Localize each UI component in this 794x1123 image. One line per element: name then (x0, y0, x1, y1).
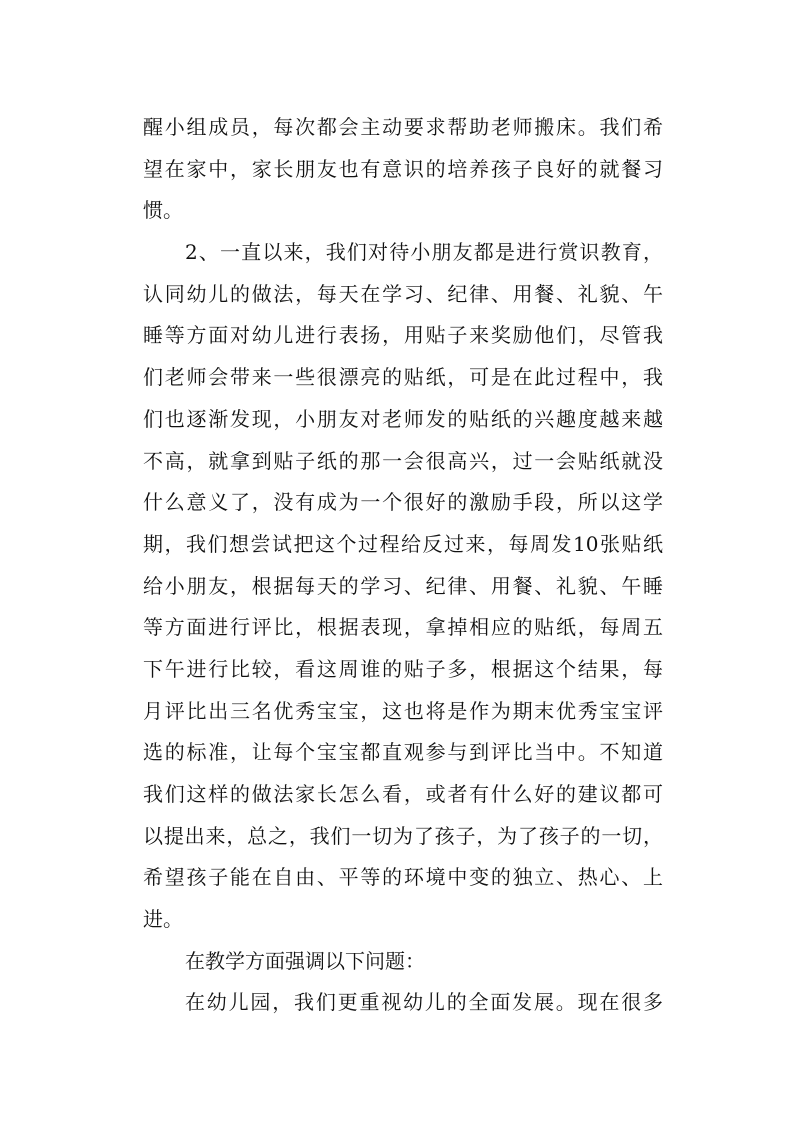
text-line: 认同幼儿的做法，每天在学习、纪律、用餐、礼貌、午 (143, 281, 663, 306)
text-line: 们老师会带来一些很漂亮的贴纸，可是在此过程中，我 (143, 365, 663, 390)
text-line: 下午进行比较，看这周谁的贴子多，根据这个结果，每 (143, 656, 663, 681)
text-line: 在幼儿园，我们更重视幼儿的全面发展。现在很多 (185, 990, 663, 1015)
text-line: 2、一直以来，我们对待小朋友都是进行赏识教育， (185, 240, 663, 265)
body-text (143, 107, 663, 1024)
text-line: 醒小组成员，每次都会主动要求帮助老师搬床。我们希 (143, 115, 663, 139)
text-line: 什么意义了，没有成为一个很好的激励手段，所以这学 (143, 490, 663, 515)
text-line: 我们这样的做法家长怎么看，或者有什么好的建议都可 (143, 782, 663, 806)
text-line: 希望孩子能在自由、平等的环境中变的独立、热心、上 (143, 865, 663, 890)
text-line: 不高，就拿到贴子纸的那一会很高兴，过一会贴纸就没 (143, 448, 663, 473)
text-line: 选的标准，让每个宝宝都直观参与到评比当中。不知道 (143, 740, 663, 765)
text-line: 给小朋友，根据每天的学习、纪律、用餐、礼貌、午睡 (143, 573, 663, 598)
text-line: 以提出来，总之，我们一切为了孩子，为了孩子的一切， (143, 823, 663, 848)
text-line: 们也逐渐发现，小朋友对老师发的贴纸的兴趣度越来越 (143, 406, 663, 431)
text-line: 望在家中，家长朋友也有意识的培养孩子良好的就餐习 (143, 156, 663, 181)
text-line: 月评比出三名优秀宝宝，这也将是作为期末优秀宝宝评 (143, 698, 663, 723)
text-line: 等方面进行评比，根据表现，拿掉相应的贴纸，每周五 (143, 615, 663, 640)
text-line: 在教学方面强调以下问题： (185, 948, 425, 973)
text-line: 期，我们想尝试把这个过程给反过来，每周发10张贴纸 (143, 531, 663, 556)
text-line: 睡等方面对幼儿进行表扬，用贴子来奖励他们，尽管我 (143, 323, 663, 348)
text-line: 进。 (143, 907, 183, 932)
text-line: 惯。 (143, 198, 183, 223)
